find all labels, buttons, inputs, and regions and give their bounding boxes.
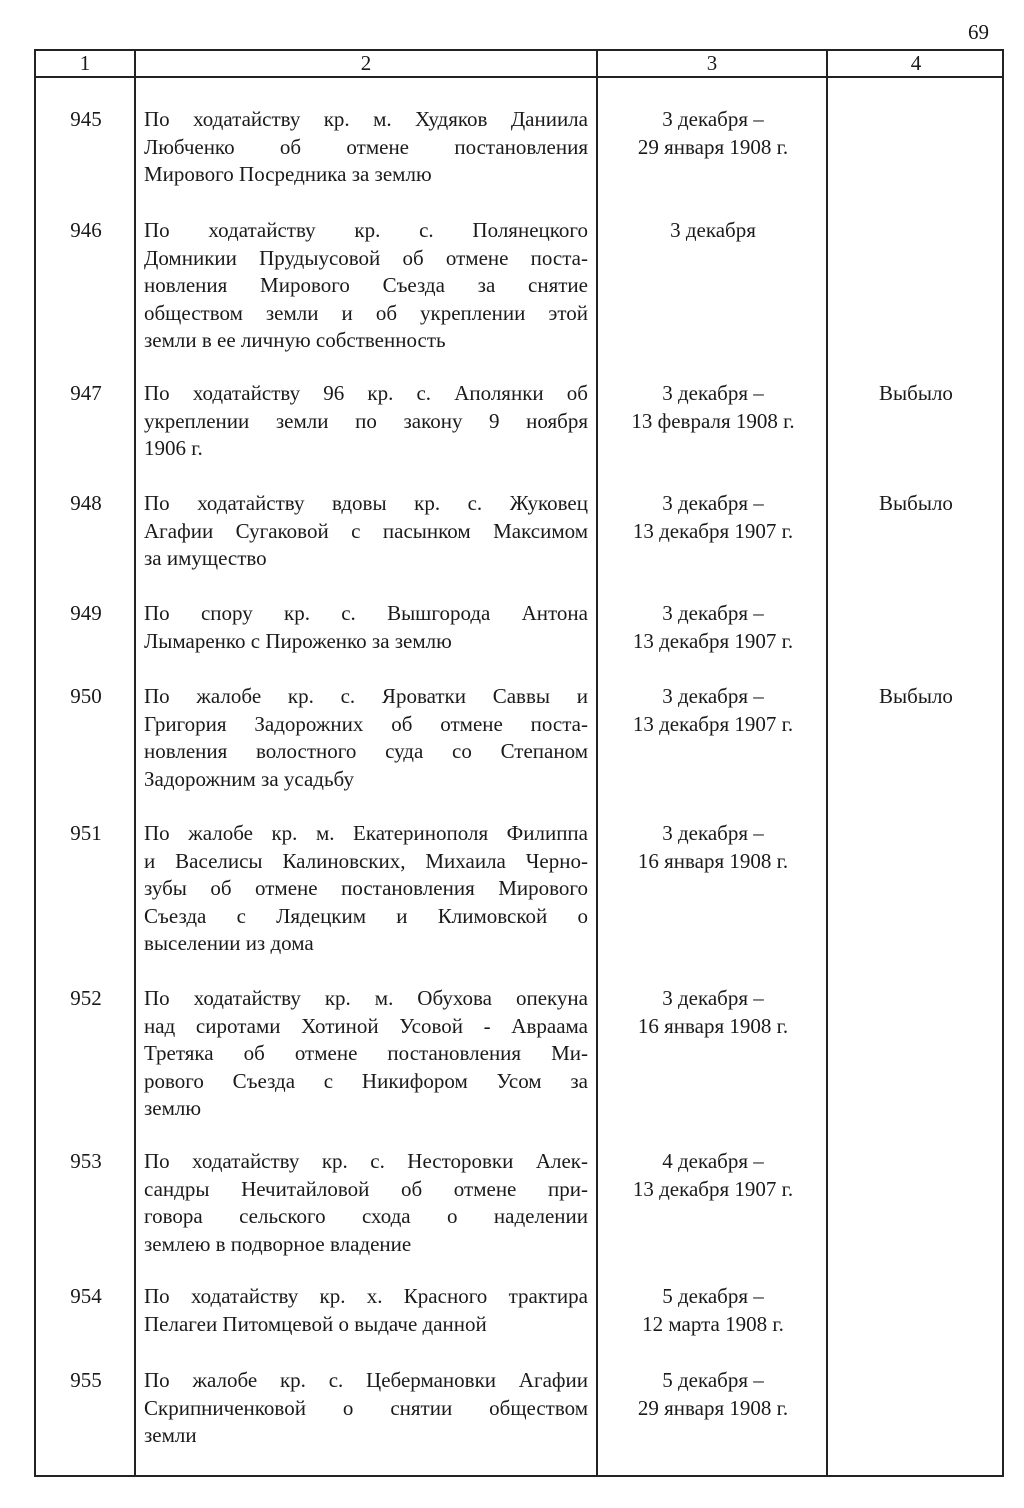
description-line: Задорожним за усадьбу [144, 766, 354, 791]
date-line: 3 декабря – [662, 986, 764, 1010]
header-divider [36, 76, 1002, 78]
description-line: землею в подворное владение [144, 1231, 412, 1256]
row-number: 952 [70, 986, 102, 1010]
row-note: Выбыло [879, 491, 953, 515]
description-line: По ходатайству вдовы кр. с. Жуковец [144, 491, 588, 515]
description-line: Агафии Сугаковой с пасынком Максимом [144, 518, 588, 543]
header-col-4: 4 [910, 51, 922, 75]
row-description [144, 683, 588, 793]
description-line: По жалобе кр. с. Яроватки Саввы и [144, 684, 588, 708]
description-line: новления Мирового Съезда за снятие [144, 273, 588, 297]
description-line: Третяка об отмене постановления Ми- [144, 1041, 588, 1065]
row-dates [598, 1283, 828, 1338]
row-dates [598, 1367, 828, 1422]
date-line: 3 декабря – [662, 684, 764, 708]
date-line: 4 декабря – [662, 1149, 764, 1173]
description-line: Лымаренко с Пироженко за землю [144, 628, 452, 653]
row-number: 948 [70, 491, 102, 515]
date-line: 3 декабря – [662, 491, 764, 515]
row-description [144, 1148, 588, 1258]
date-line: 3 декабря – [662, 107, 764, 131]
date-line: 13 декабря 1907 г. [632, 628, 794, 653]
registry-table [34, 49, 1004, 1477]
description-line: земли [144, 1423, 197, 1447]
description-line: По ходатайству кр. м. Худяков Даниила [144, 107, 588, 131]
date-line: 3 декабря – [662, 821, 764, 845]
description-line: зубы об отмене постановления Мирового [144, 876, 588, 900]
description-line: 1906 г. [144, 436, 203, 460]
column-divider [134, 51, 136, 1475]
row-dates [598, 985, 828, 1040]
row-dates [598, 1148, 828, 1203]
row-number: 955 [70, 1368, 102, 1392]
description-line: По ходатайству 96 кр. с. Аполянки об [144, 381, 588, 405]
row-dates [598, 106, 828, 161]
row-dates [598, 600, 828, 655]
description-line: По ходатайству кр. с. Несторовки Алек- [144, 1149, 588, 1173]
row-number: 953 [70, 1149, 102, 1173]
description-line: сандры Нечитайловой об отмене при- [144, 1176, 588, 1201]
description-line: и Васелисы Калиновских, Михаила Черно- [144, 848, 588, 873]
description-line: Мирового Посредника за землю [144, 162, 432, 186]
row-dates [598, 490, 828, 545]
date-line: 16 января 1908 г. [637, 848, 789, 873]
date-line: 29 января 1908 г. [637, 134, 789, 159]
description-line: обществом земли и об укреплении этой [144, 300, 588, 325]
row-description [144, 217, 588, 355]
description-line: По ходатайству кр. х. Красного трактира [144, 1284, 588, 1308]
date-line: 3 декабря – [662, 601, 764, 625]
description-line: землю [144, 1096, 202, 1120]
description-line: Пелагеи Питомцевой о выдаче данной [144, 1311, 487, 1336]
description-line: По жалобе кр. м. Екатеринополя Филиппа [144, 821, 588, 845]
date-line: 3 декабря – [662, 381, 764, 405]
row-description [144, 106, 588, 189]
description-line: По ходатайству кр. с. Полянецкого [144, 218, 588, 242]
row-dates [598, 820, 828, 875]
row-dates [598, 217, 828, 245]
row-description [144, 600, 588, 655]
row-description [144, 1283, 588, 1338]
date-line: 5 декабря – [662, 1368, 764, 1392]
description-line: По жалобе кр. с. Цебермановки Агафии [144, 1368, 588, 1392]
description-line: над сиротами Хотиной Усовой - Авраама [144, 1013, 588, 1038]
description-line: выселении из дома [144, 931, 314, 955]
description-line: земли в ее личную собственность [144, 328, 446, 352]
row-description [144, 820, 588, 958]
row-number: 954 [70, 1284, 102, 1308]
row-note: Выбыло [879, 684, 953, 708]
description-line: новления волостного суда со Степаном [144, 739, 588, 763]
column-divider [826, 51, 828, 1475]
date-line: 12 марта 1908 г. [642, 1311, 784, 1336]
row-number: 945 [70, 107, 102, 131]
date-line: 13 февраля 1908 г. [631, 408, 795, 433]
date-line: 13 декабря 1907 г. [632, 1176, 794, 1201]
row-number: 950 [70, 684, 102, 708]
description-line: Съезда с Лядецким и Климовской о [144, 903, 588, 928]
header-col-1: 1 [79, 51, 91, 75]
description-line: рового Съезда с Никифором Усом за [144, 1068, 588, 1093]
page-number: 69 [968, 20, 989, 44]
row-dates [598, 380, 828, 435]
row-description [144, 490, 588, 573]
description-line: говора сельского схода о наделении [144, 1204, 588, 1228]
header-col-2: 2 [360, 51, 372, 75]
row-description [144, 985, 588, 1123]
description-line: Домникии Прудыусовой об отмене поста- [144, 245, 588, 270]
description-line: Любченко об отмене постановления [144, 134, 588, 159]
description-line: за имущество [144, 546, 267, 570]
description-line: По ходатайству кр. м. Обухова опекуна [144, 986, 588, 1010]
header-col-3: 3 [706, 51, 718, 75]
date-line: 16 января 1908 г. [637, 1013, 789, 1038]
description-line: По спору кр. с. Вышгорода Антона [144, 601, 588, 625]
row-note: Выбыло [879, 381, 953, 405]
date-line: 29 января 1908 г. [637, 1395, 789, 1420]
column-divider [596, 51, 598, 1475]
row-dates [598, 683, 828, 738]
row-number: 946 [70, 218, 102, 242]
description-line: укреплении земли по закону 9 ноября [144, 408, 588, 433]
row-description [144, 1367, 588, 1450]
row-number: 947 [70, 381, 102, 405]
date-line: 3 декабря [670, 218, 756, 242]
row-description [144, 380, 588, 463]
date-line: 5 декабря – [662, 1284, 764, 1308]
description-line: Скрипниченковой о снятии обществом [144, 1395, 588, 1420]
description-line: Григория Задорожних об отмене поста- [144, 711, 588, 736]
date-line: 13 декабря 1907 г. [632, 711, 794, 736]
row-number: 949 [70, 601, 102, 625]
date-line: 13 декабря 1907 г. [632, 518, 794, 543]
row-number: 951 [70, 821, 102, 845]
